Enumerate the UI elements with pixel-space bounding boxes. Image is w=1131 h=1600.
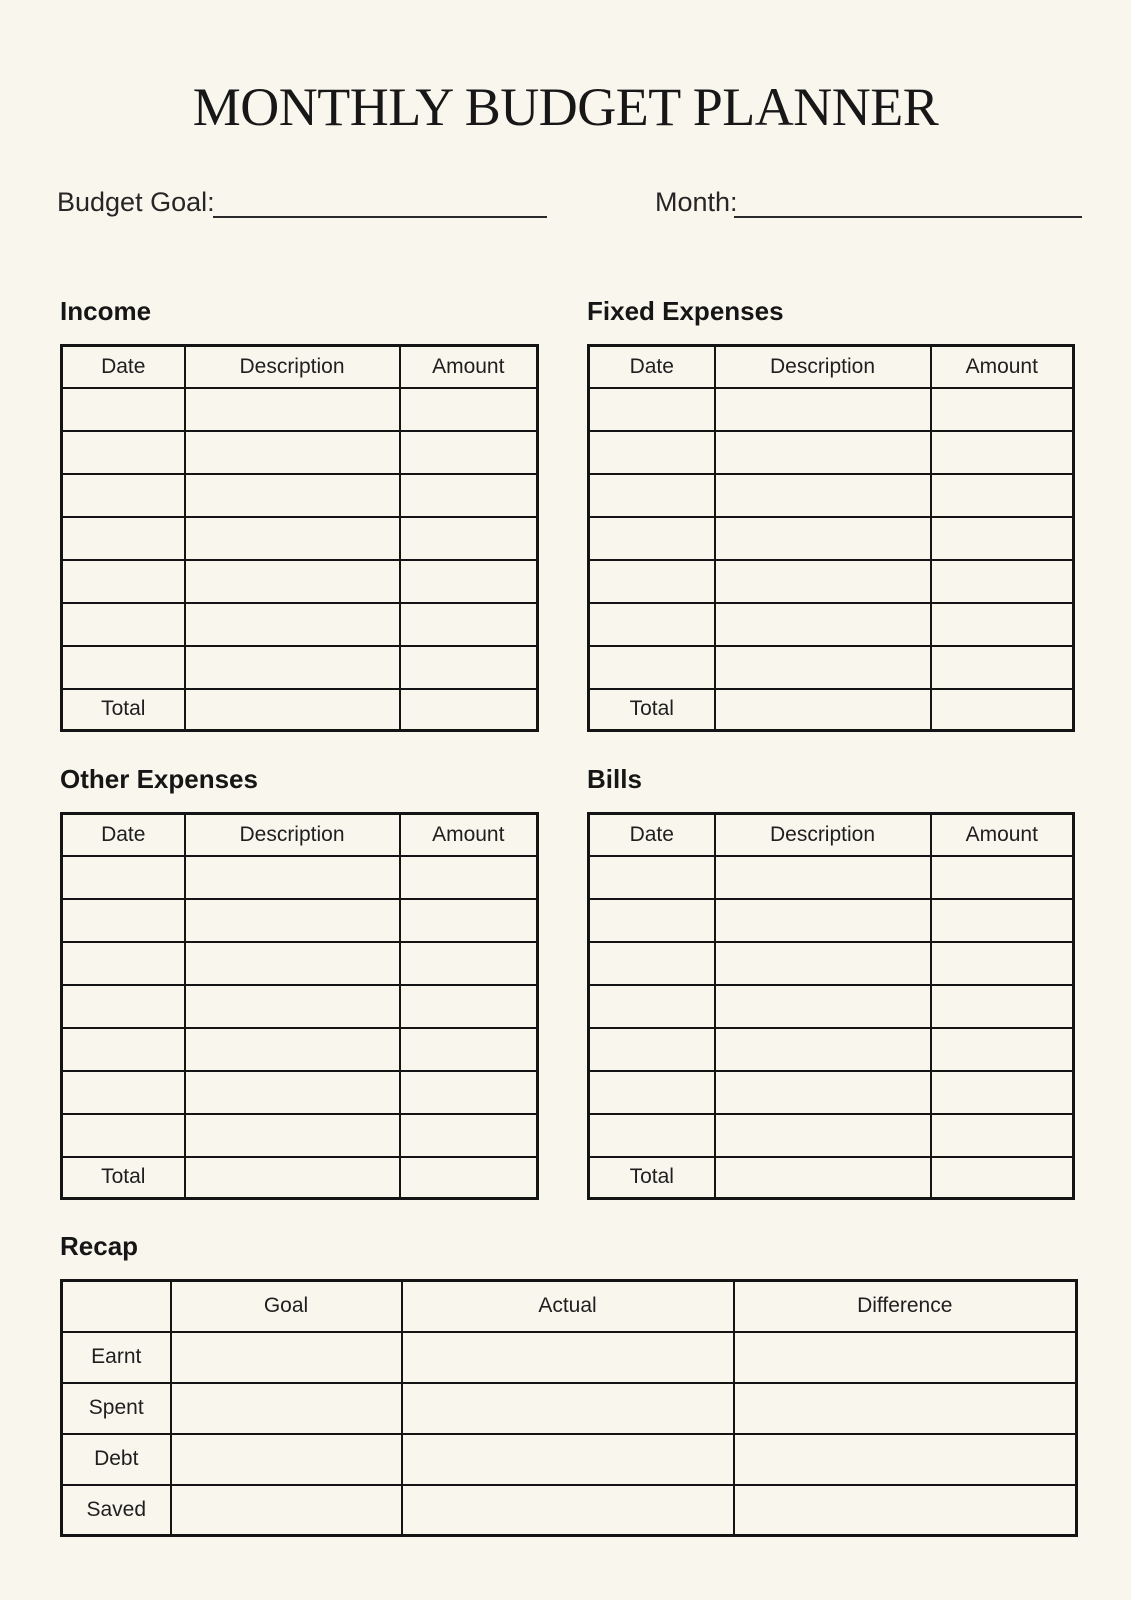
empty-cell [62,474,185,517]
recap-corner-cell [62,1281,171,1332]
empty-cell [62,560,185,603]
total-amount-cell [931,689,1074,731]
empty-cell [62,856,185,899]
empty-cell [62,431,185,474]
empty-cell [185,899,400,942]
empty-cell [62,388,185,431]
empty-cell [931,603,1074,646]
empty-cell [931,856,1074,899]
empty-cell [715,899,931,942]
empty-cell [185,1028,400,1071]
empty-cell [62,517,185,560]
ledger-empty-row [62,899,538,942]
fixed-expenses-table [587,344,1075,732]
empty-cell [715,474,931,517]
ledger-empty-row [589,985,1074,1028]
total-label-cell: Total [62,689,185,731]
empty-cell [589,1114,715,1157]
recap-actual-cell [402,1383,734,1434]
other-expenses-table [60,812,539,1200]
recap-row-earnt [62,1332,1077,1383]
column-header-date: Date [589,814,715,856]
empty-cell [62,942,185,985]
total-description-cell [185,689,400,731]
recap-actual-cell [402,1485,734,1536]
recap-row-label: Debt [62,1434,171,1485]
empty-cell [715,856,931,899]
column-header-difference: Difference [734,1281,1077,1332]
empty-cell [400,517,538,560]
recap-goal-cell [171,1332,402,1383]
ledger-empty-row [62,431,538,474]
empty-cell [589,1028,715,1071]
month-blank-line [734,186,1082,218]
empty-cell [185,985,400,1028]
recap-goal-cell [171,1485,402,1536]
empty-cell [715,1071,931,1114]
empty-cell [185,942,400,985]
ledger-empty-row [589,431,1074,474]
ledger-empty-row [62,474,538,517]
ledger-empty-row [589,560,1074,603]
ledger-empty-row [589,474,1074,517]
empty-cell [185,603,400,646]
empty-cell [185,1071,400,1114]
empty-cell [715,646,931,689]
ledger-empty-row [589,388,1074,431]
empty-cell [715,517,931,560]
empty-cell [931,560,1074,603]
column-header-amount: Amount [931,346,1074,388]
total-label-cell: Total [589,1157,715,1199]
recap-goal-cell [171,1383,402,1434]
empty-cell [715,431,931,474]
budget-goal-label: Budget Goal: [57,187,215,217]
income-table [60,344,539,732]
empty-cell [62,985,185,1028]
recap-row-debt [62,1434,1077,1485]
ledger-empty-row [589,942,1074,985]
bills-header-row [589,814,1074,856]
empty-cell [62,1028,185,1071]
empty-cell [931,985,1074,1028]
column-header-description: Description [715,814,931,856]
empty-cell [589,560,715,603]
empty-cell [715,388,931,431]
empty-cell [62,1114,185,1157]
fixed-expenses-header-row [589,346,1074,388]
bills-table [587,812,1075,1200]
ledger-empty-row [589,646,1074,689]
column-header-goal: Goal [171,1281,402,1332]
ledger-empty-row [589,1071,1074,1114]
empty-cell [62,603,185,646]
empty-cell [400,1071,538,1114]
recap-difference-cell [734,1434,1077,1485]
ledger-empty-row [62,1071,538,1114]
empty-cell [400,646,538,689]
empty-cell [715,603,931,646]
ledger-empty-row [589,517,1074,560]
empty-cell [185,474,400,517]
recap-goal-cell [171,1434,402,1485]
total-amount-cell [400,1157,538,1199]
bills-section [587,763,1075,1200]
empty-cell [589,603,715,646]
empty-cell [185,646,400,689]
empty-cell [400,431,538,474]
column-header-date: Date [589,346,715,388]
recap-row-label: Spent [62,1383,171,1434]
empty-cell [185,431,400,474]
empty-cell [715,985,931,1028]
total-label-cell: Total [589,689,715,731]
ledger-empty-row [589,856,1074,899]
empty-cell [931,474,1074,517]
empty-cell [931,942,1074,985]
column-header-description: Description [185,814,400,856]
empty-cell [185,517,400,560]
empty-cell [715,1028,931,1071]
recap-actual-cell [402,1434,734,1485]
column-header-amount: Amount [400,346,538,388]
recap-row-spent [62,1383,1077,1434]
income-header-row [62,346,538,388]
recap-table [60,1279,1078,1537]
recap-difference-cell [734,1332,1077,1383]
recap-section-title: Recap [60,1231,139,1261]
empty-cell [185,560,400,603]
column-header-date: Date [62,814,185,856]
empty-cell [931,388,1074,431]
ledger-empty-row [62,856,538,899]
other-expenses-header-row [62,814,538,856]
ledger-empty-row [62,1028,538,1071]
empty-cell [400,1114,538,1157]
ledger-empty-row [62,388,538,431]
empty-cell [400,560,538,603]
empty-cell [589,474,715,517]
empty-cell [400,1028,538,1071]
empty-cell [185,1114,400,1157]
ledger-empty-row [589,603,1074,646]
bills-section-title: Bills [587,764,642,794]
recap-section [60,1230,1078,1537]
empty-cell [589,431,715,474]
budget-goal-field [57,184,547,220]
ledger-empty-row [62,1114,538,1157]
recap-difference-cell [734,1383,1077,1434]
income-total-row [62,689,538,731]
total-amount-cell [931,1157,1074,1199]
ledger-empty-row [589,1114,1074,1157]
total-amount-cell [400,689,538,731]
other-expenses-total-row [62,1157,538,1199]
fixed-expenses-section [587,295,1075,732]
empty-cell [715,1114,931,1157]
empty-cell [931,517,1074,560]
empty-cell [589,856,715,899]
column-header-date: Date [62,346,185,388]
empty-cell [589,646,715,689]
empty-cell [589,1071,715,1114]
empty-cell [589,517,715,560]
empty-cell [715,560,931,603]
empty-cell [185,388,400,431]
total-description-cell [715,1157,931,1199]
empty-cell [931,1071,1074,1114]
recap-row-saved [62,1485,1077,1536]
column-header-description: Description [185,346,400,388]
empty-cell [400,603,538,646]
empty-cell [715,942,931,985]
other-expenses-section [60,763,539,1200]
empty-cell [931,431,1074,474]
recap-row-label: Saved [62,1485,171,1536]
total-label-cell: Total [62,1157,185,1199]
empty-cell [62,899,185,942]
total-description-cell [715,689,931,731]
empty-cell [400,856,538,899]
ledger-empty-row [62,560,538,603]
column-header-description: Description [715,346,931,388]
page-title: MONTHLY BUDGET PLANNER [192,77,939,137]
empty-cell [400,388,538,431]
empty-cell [589,899,715,942]
empty-cell [931,1114,1074,1157]
month-field [655,184,1082,220]
empty-cell [931,899,1074,942]
total-description-cell [185,1157,400,1199]
ledger-empty-row [62,942,538,985]
empty-cell [62,646,185,689]
ledger-empty-row [589,899,1074,942]
column-header-actual: Actual [402,1281,734,1332]
empty-cell [931,1028,1074,1071]
fixed-expenses-section-title: Fixed Expenses [587,296,784,326]
income-section [60,295,539,732]
recap-actual-cell [402,1332,734,1383]
empty-cell [400,942,538,985]
empty-cell [589,388,715,431]
ledger-empty-row [62,603,538,646]
budget-goal-blank-line [213,186,547,218]
empty-cell [931,646,1074,689]
empty-cell [400,474,538,517]
recap-row-label: Earnt [62,1332,171,1383]
empty-cell [400,899,538,942]
bills-total-row [589,1157,1074,1199]
ledger-empty-row [589,1028,1074,1071]
recap-header-row [62,1281,1077,1332]
month-label: Month: [655,187,738,217]
empty-cell [589,985,715,1028]
empty-cell [62,1071,185,1114]
income-section-title: Income [60,296,152,326]
column-header-amount: Amount [931,814,1074,856]
recap-difference-cell [734,1485,1077,1536]
other-expenses-section-title: Other Expenses [60,764,258,794]
empty-cell [400,985,538,1028]
ledger-empty-row [62,517,538,560]
ledger-empty-row [62,646,538,689]
empty-cell [589,942,715,985]
ledger-empty-row [62,985,538,1028]
fixed-expenses-total-row [589,689,1074,731]
empty-cell [185,856,400,899]
column-header-amount: Amount [400,814,538,856]
